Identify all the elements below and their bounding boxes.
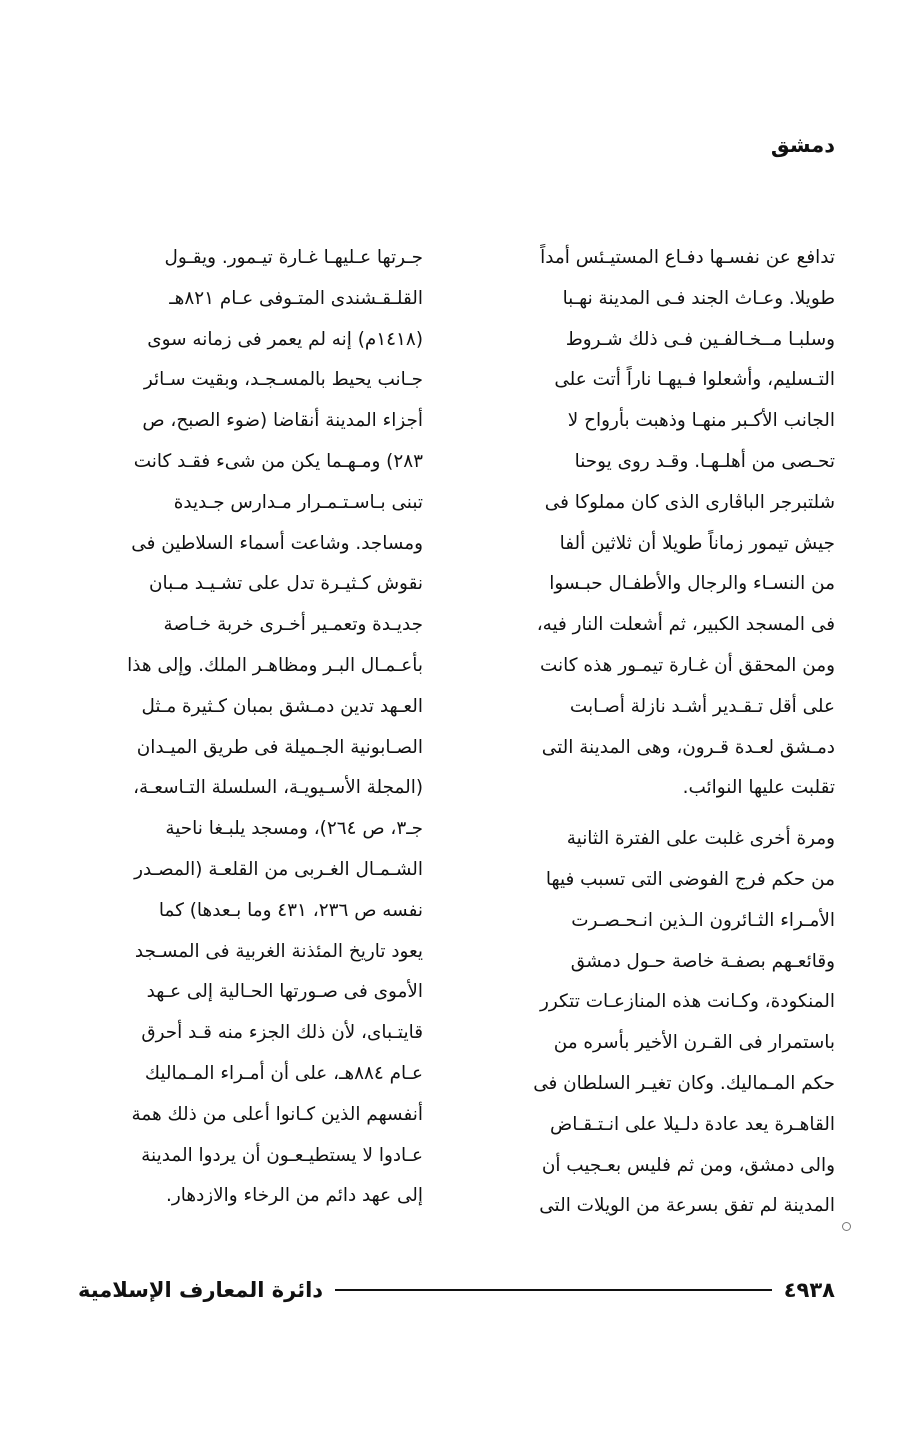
text-line: نقوش كـثيـرة تدل على تشـيـد مـبان (149, 573, 423, 595)
paragraph (475, 238, 835, 809)
text-line: طويلا. وعـاث الجند فـى المدينة نهـبا (562, 287, 835, 309)
text-line: (المجلة الأسـيويـة، السلسلة التـاسعـة، (133, 777, 423, 799)
text-line: ٢٨٣) ومـهـما يكن من شىء فقـد كانت (133, 450, 423, 472)
text-line: جيش تيمور زماناً طويلا أن ثلاثين ألفا (559, 532, 835, 554)
print-speck-mark (842, 1222, 851, 1231)
text-column-left (63, 238, 423, 1217)
text-line: الصـابونية الجـميلة فى طريق الميـدان (136, 736, 423, 758)
text-line: دمـشق لعـدة قـرون، وهى المدينة التى (541, 736, 835, 758)
running-header-title: دمشق (770, 133, 835, 157)
text-line: أجزاء المدينة أنقاضا (ضوء الصبح، ص (142, 410, 423, 432)
text-line: التـسليم، وأشعلوا فـيهـا ناراً أتت على (554, 369, 835, 391)
text-line: على أقل تـقـدير أشـد نازلة أصـابت (569, 695, 835, 717)
text-line: حكم المـماليك. وكان تغيـر السلطان فى (533, 1072, 835, 1094)
text-line: جـرتها عـليهـا غـارة تيـمور. ويقـول (164, 247, 423, 268)
text-line: تدافع عن نفسـها دفـاع المستيـئس أمداً (540, 247, 835, 268)
text-line: من النسـاء والرجال والأطفـال حبـسوا (549, 573, 835, 595)
page-footer (78, 1272, 835, 1308)
text-line: ومساجد. وشاعت أسماء السلاطين فى (131, 532, 423, 554)
text-line: باستمرار فى القـرن الأخير بأسره من (553, 1032, 835, 1054)
text-line: القلـقـشندى المتـوفى عـام ٨٢١هـ (169, 287, 423, 309)
text-line: المدينة لم تفق بسرعة من الويلات التى (539, 1195, 835, 1217)
paragraph (475, 819, 835, 1227)
text-line: جـانب يحيط بالمسـجـد، وبقيت سـائر (143, 369, 423, 391)
text-line: ومن المحقق أن غـارة تيمـور هذه كانت (540, 654, 835, 676)
text-line: بأعـمـال البـر ومظاهـر الملك. وإلى هذا (127, 654, 423, 676)
page-number: ٤٩٣٨ (783, 1278, 835, 1302)
text-line: العـهد تدين دمـشق بمبان كـثيرة مـثل (141, 695, 423, 717)
text-line: الأموى فى صـورتها الحـالية إلى عـهد (146, 981, 423, 1003)
text-line: والى دمشق، ومن ثم فليس بعـجيب أن (541, 1154, 835, 1176)
text-column-right (475, 238, 835, 1227)
text-line: إلى عهد دائم من الرخاء والازدهار. (166, 1185, 423, 1207)
text-line: القاهـرة يعد عادة دلـيلا على انـتـقـاض (550, 1113, 835, 1135)
paragraph-gap (475, 809, 835, 819)
text-line: فى المسجد الكبير، ثم أشعلت النار فيه، (536, 614, 835, 636)
text-line: الأمـراء الثـائرون الـذين انـحـصـرت (571, 909, 835, 931)
text-line: من حكم فرج الفوضى التى تسبب فيها (545, 868, 835, 890)
text-line: الجانب الأكـبر منهـا وذهبت بأرواح لا (567, 410, 835, 432)
text-line: تحـصى من أهلـهـا. وقـد روى يوحنا (574, 450, 835, 472)
footer-divider-rule (335, 1289, 772, 1291)
text-line: وقائعـهم بصفـة خاصة حـول دمشق (570, 950, 835, 972)
text-line: وسلبـا مــخـالفـين فـى ذلك شـروط (565, 328, 835, 350)
text-line: ومرة أخرى غلبت على الفترة الثانية (566, 828, 835, 850)
text-line: قايتـباى، لأن ذلك الجزء منه قـد أحرق (141, 1022, 423, 1044)
text-line: عـادوا لا يستطيـعـون أن يردوا المدينة (141, 1144, 423, 1166)
text-line: الشـمـال الغـربى من القلعـة (المصـدر (134, 858, 423, 880)
text-line: أنفسهم الذين كـانوا أعلى من ذلك همة (131, 1103, 423, 1125)
text-line: المنكودة، وكـانت هذه المنازعـات تتكرر (540, 991, 835, 1013)
text-line: يعود تاريخ المئذنة الغربية فى المسـجد (134, 940, 423, 962)
text-line: نفسه ص ٢٣٦، ٤٣١ وما بـعدها) كما (158, 899, 423, 921)
text-line: جديـدة وتعمـير أخـرى خربة خـاصة (163, 614, 423, 636)
text-line: شلتبرجر الباڤارى الذى كان مملوكا فى (544, 491, 835, 513)
text-line: جـ٣، ص ٢٦٤)، ومسجد يلبـغا ناحية (165, 818, 423, 840)
publication-title: دائرة المعارف الإسلامية (78, 1278, 324, 1302)
text-line: تقلبت عليها النوائب. (682, 777, 835, 799)
text-line: تبنى بـاسـتـمـرار مـدارس جـديدة (173, 491, 423, 513)
text-line: عـام ٨٨٤هـ، على أن أمـراء المـماليك (144, 1062, 423, 1084)
text-line: (١٤١٨م) إنه لم يعمر فى زمانه سوى (147, 328, 423, 350)
